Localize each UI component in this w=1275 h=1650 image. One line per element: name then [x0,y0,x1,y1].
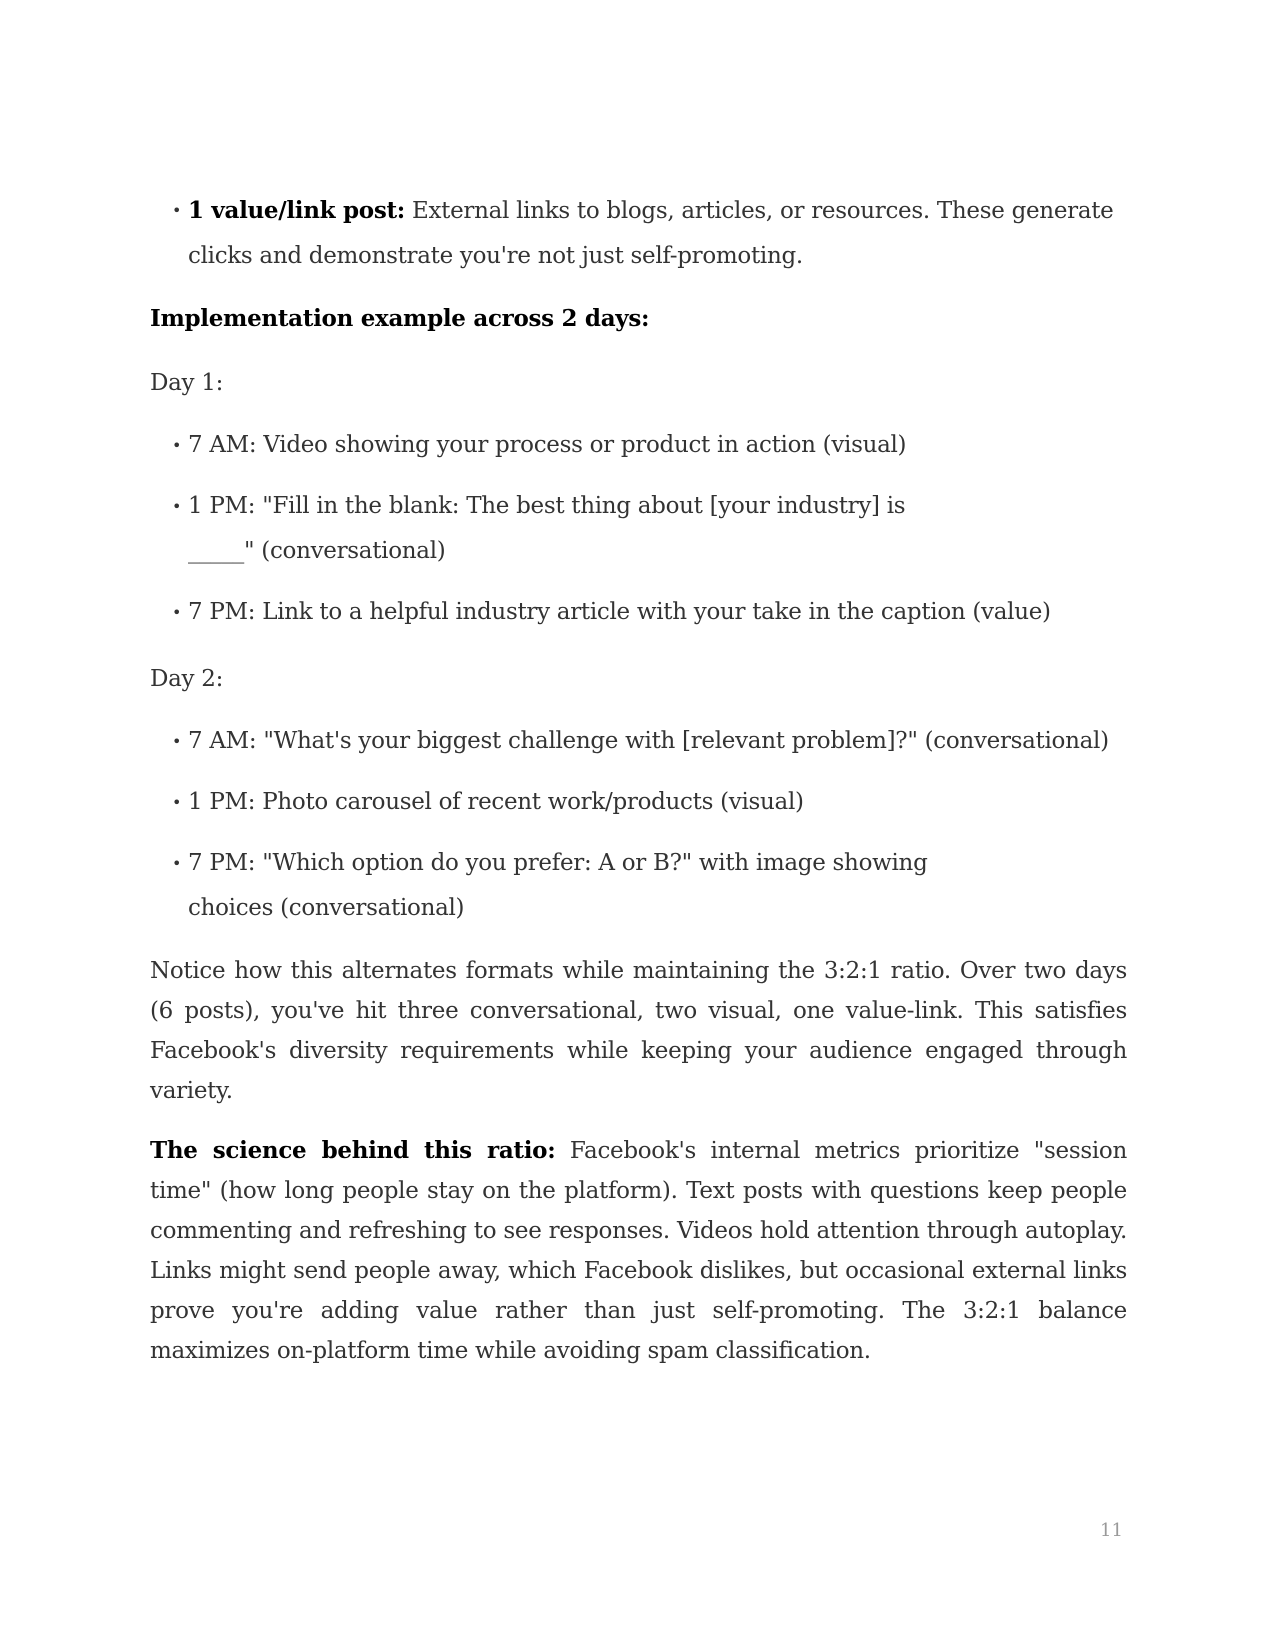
science-lead: The science behind this ratio: [150,1137,556,1164]
list-item-value-link [174,188,1127,279]
science-text: Facebook's internal metrics prioritize "session time" (how long people stay on the platform). Text posts with questions keep people commenting and refreshing to see responses. Videos hold attention through autoplay. Links might send people away, which Facebook dislikes, but occasional external links prove you're adding value rather than just self-promoting. The 3:2:1 balance maximizes on-platform time while avoiding spam classification. [150,1138,1127,1364]
implementation-heading: Implementation example across 2 days: [150,305,650,332]
day-2-list [150,719,1127,931]
science-paragraph [150,1131,1127,1371]
bullet-lead: 1 value/link post: [188,197,405,224]
notice-paragraph: Notice how this alternates formats while maintaining the 3:2:1 ratio. Over two days (6 posts), you've hit three conversational, two visual, one value-link. This satisfies Facebook's diversity requirements while keeping your audience engaged through variety. [150,958,1127,1104]
list-item: • 1 PM: Photo carousel of recent work/products (visual) [174,780,1127,825]
bullet-text: External links to blogs, articles, or resources. These generate clicks and demonstrate you're not just self-promoting. [188,198,1114,269]
value-link-list [150,188,1127,279]
list-item: • 7 AM: "What's your biggest challenge with [relevant problem]?" (conversational) [174,719,1127,764]
page-number: 11 [1100,1520,1123,1541]
day-1-list [150,423,1127,635]
day-2-label: Day 2: [150,666,224,692]
list-item: • 7 AM: Video showing your process or product in action (visual) [174,423,1127,468]
list-item: • 1 PM: "Fill in the blank: The best thing about [your industry] is _____" (conversational) [174,484,1127,574]
day-1-label: Day 1: [150,370,224,396]
list-item: • 7 PM: Link to a helpful industry article with your take in the caption (value) [174,590,1127,635]
document-page [150,188,1127,1371]
list-item: • 7 PM: "Which option do you prefer: A or B?" with image showing choices (conversational) [174,841,1127,931]
